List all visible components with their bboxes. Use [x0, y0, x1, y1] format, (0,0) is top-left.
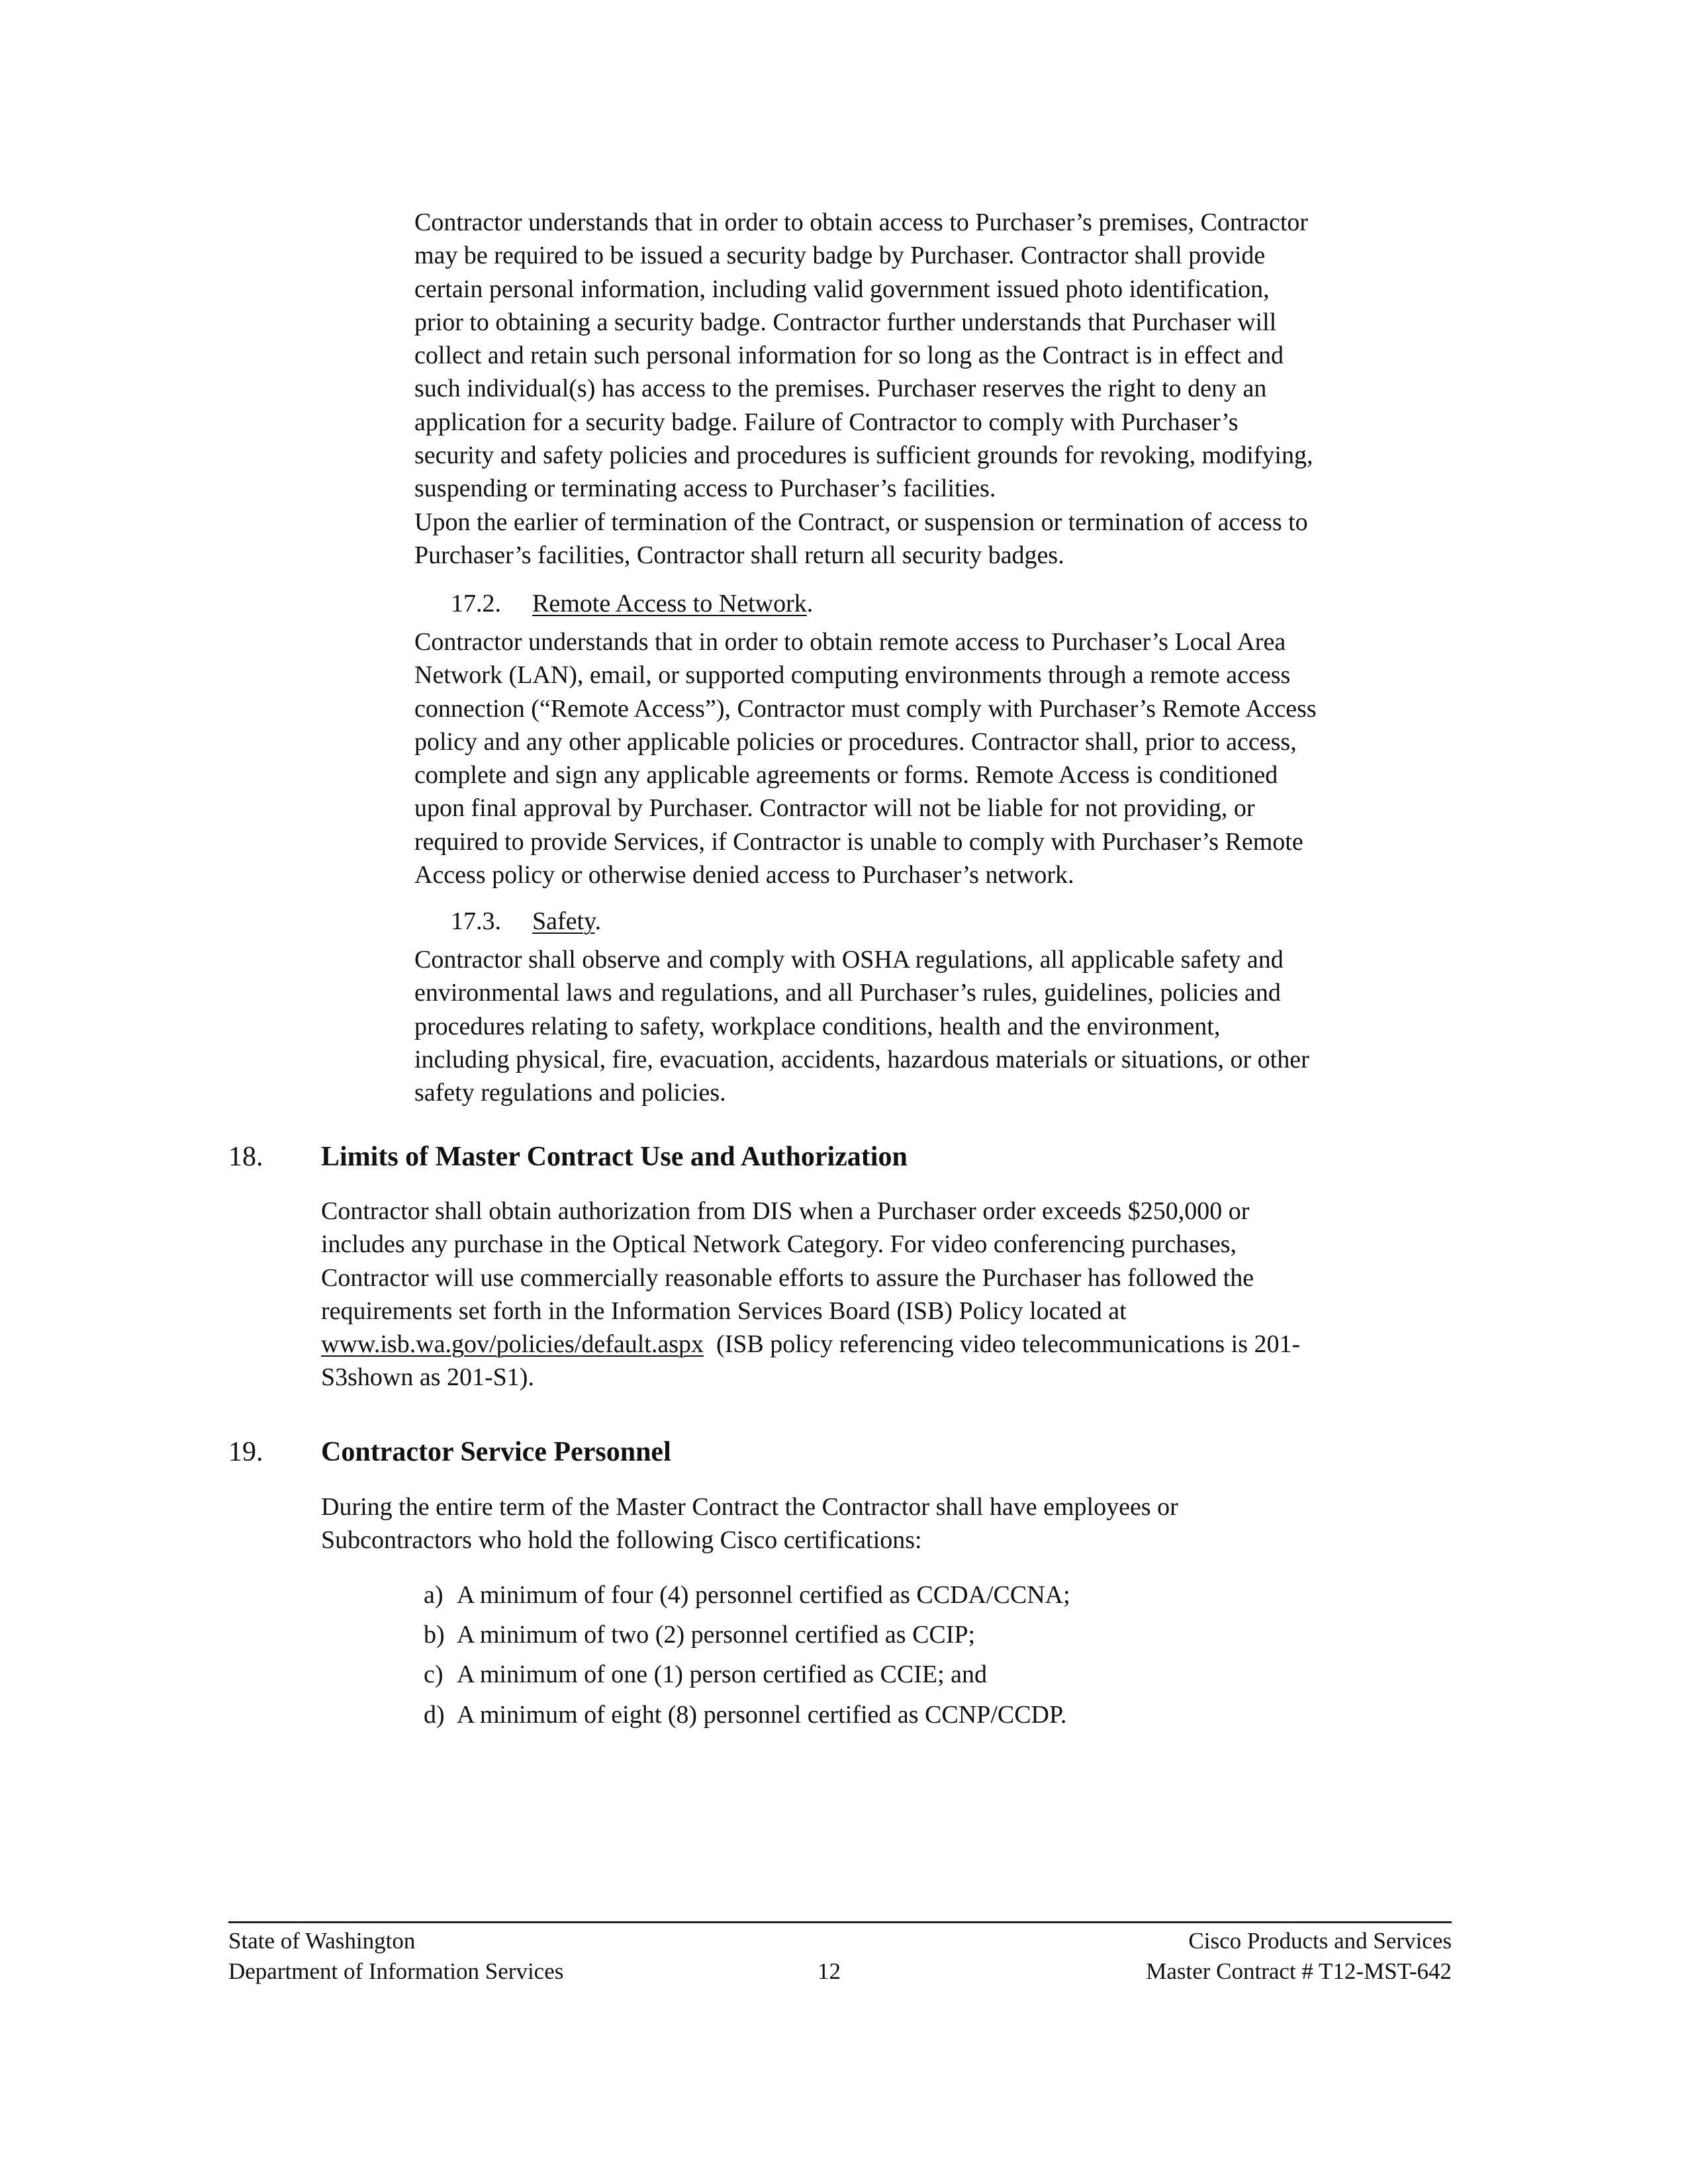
paragraph-line: Contractor will use commercially reasonable efforts to assure the Purchaser has followed the [321, 1263, 1254, 1292]
paragraph-line: upon final approval by Purchaser. Contractor will not be liable for not providing, or [414, 794, 1255, 823]
paragraph-line: security and safety policies and procedures is sufficient grounds for revoking, modifying, [414, 441, 1313, 470]
footer-left [228, 1926, 563, 1987]
paragraph-line: certain personal information, including valid government issued photo identification, [414, 275, 1270, 303]
paragraph-line: complete and sign any applicable agreements or forms. Remote Access is conditioned [414, 761, 1278, 790]
subsection-number: 17.2. [451, 590, 501, 617]
remote-access-paragraph [414, 625, 1317, 891]
paragraph-line: Contractor shall observe and comply with OSHA regulations, all applicable safety and [414, 946, 1284, 974]
list-item-text: A minimum of eight (8) personnel certified as CCNP/CCDP. [457, 1701, 1067, 1729]
list-item-text: A minimum of one (1) person certified as CCIE; and [457, 1661, 987, 1688]
footer-product: Cisco Products and Services [1188, 1928, 1452, 1954]
paragraph-line: such individual(s) has access to the premises. Purchaser reserves the right to deny an [414, 375, 1267, 403]
subsection-17-2-heading [451, 587, 813, 620]
footer-contract-number: Master Contract # T12-MST-642 [1146, 1958, 1452, 1984]
section-18-title: Limits of Master Contract Use and Authorization [321, 1142, 908, 1172]
paragraph-line: S3shown as 201-S1). [321, 1363, 534, 1392]
footer-state: State of Washington [228, 1928, 416, 1954]
subsection-title: Remote Access to Network [532, 590, 807, 617]
section-19-title: Contractor Service Personnel [321, 1437, 671, 1467]
subsection-title-suffix: . [806, 590, 814, 617]
link-trailing-text: (ISB policy referencing video telecommunications is 201- [703, 1330, 1301, 1359]
security-badge-paragraph [414, 206, 1313, 572]
safety-paragraph [414, 943, 1309, 1109]
list-item [424, 1658, 987, 1691]
subsection-title-suffix: . [594, 907, 602, 935]
paragraph-line: Network (LAN), email, or supported computing environments through a remote access [414, 661, 1291, 690]
list-item [424, 1578, 1070, 1612]
paragraph-line: During the entire term of the Master Contract the Contractor shall have employees or [321, 1493, 1178, 1521]
list-item-text: A minimum of two (2) personnel certified as CCIP; [457, 1621, 976, 1649]
paragraph-line: Contractor understands that in order to obtain access to Purchaser’s premises, Contractor [414, 208, 1309, 236]
subsection-title: Safety [532, 907, 595, 935]
subsection-17-3-heading [451, 905, 601, 938]
paragraph-line: policy and any other applicable policies or procedures. Contractor shall, prior to access, [414, 727, 1297, 756]
paragraph-line: Upon the earlier of termination of the Contract, or suspension or termination of access to [414, 508, 1308, 536]
paragraph-line: environmental laws and regulations, and all Purchaser’s rules, guidelines, policies and [414, 979, 1281, 1007]
list-marker: a) [424, 1581, 444, 1609]
footer-department: Department of Information Services [228, 1958, 564, 1984]
paragraph-line: Purchaser’s facilities, Contractor shall return all security badges. [414, 541, 1064, 569]
paragraph-line: required to provide Services, if Contractor is unable to comply with Purchaser’s Remote [414, 827, 1303, 856]
paragraph-line: including physical, fire, evacuation, accidents, hazardous materials or situations, or other [414, 1045, 1309, 1073]
paragraph-line: collect and retain such personal information for so long as the Contract is in effect and [414, 341, 1284, 370]
section-19-number: 19. [228, 1437, 263, 1467]
paragraph-line: Contractor shall obtain authorization from DIS when a Purchaser order exceeds $250,000 or [321, 1197, 1250, 1225]
paragraph-line: Access policy or otherwise denied access to Purchaser’s network. [414, 861, 1074, 889]
list-marker: d) [424, 1701, 445, 1729]
section-19-paragraph [321, 1490, 1178, 1557]
paragraph-line [321, 1328, 1300, 1361]
list-item [424, 1698, 1066, 1731]
page-number: 12 [818, 1958, 841, 1984]
paragraph-line: connection (“Remote Access”), Contractor must comply with Purchaser’s Remote Access [414, 694, 1317, 723]
paragraph-line: application for a security badge. Failure of Contractor to comply with Purchaser’s [414, 408, 1239, 436]
list-item [424, 1618, 975, 1651]
paragraph-line: suspending or terminating access to Purchaser’s facilities. [414, 475, 996, 503]
paragraph-line: requirements set forth in the Information Services Board (ISB) Policy located at [321, 1297, 1127, 1325]
paragraph-line: procedures relating to safety, workplace conditions, health and the environment, [414, 1012, 1221, 1040]
section-18-paragraph [321, 1195, 1300, 1394]
paragraph-line: safety regulations and policies. [414, 1079, 726, 1107]
list-item-text: A minimum of four (4) personnel certified as CCDA/CCNA; [457, 1581, 1070, 1609]
section-18-number: 18. [228, 1142, 263, 1172]
paragraph-line: includes any purchase in the Optical Network Category. For video conferencing purchases, [321, 1230, 1237, 1259]
paragraph-line: Subcontractors who hold the following Cisco certifications: [321, 1526, 922, 1555]
subsection-number: 17.3. [451, 907, 501, 935]
footer-right [1146, 1926, 1452, 1987]
isb-policy-link[interactable]: www.isb.wa.gov/policies/default.aspx [321, 1330, 704, 1359]
paragraph-line: may be required to be issued a security badge by Purchaser. Contractor shall provide [414, 242, 1266, 270]
list-marker: c) [424, 1661, 444, 1688]
paragraph-line: prior to obtaining a security badge. Contractor further understands that Purchaser will [414, 308, 1277, 336]
paragraph-line: Contractor understands that in order to obtain remote access to Purchaser’s Local Area [414, 628, 1286, 656]
list-marker: b) [424, 1621, 445, 1649]
footer-divider [228, 1921, 1452, 1923]
